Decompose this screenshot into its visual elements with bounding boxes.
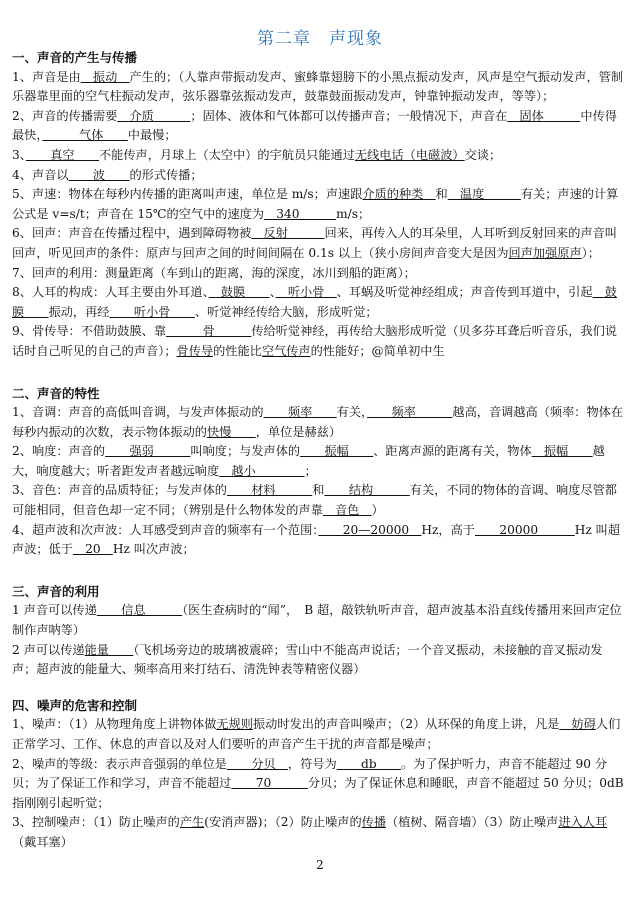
- answer-blank: 音色: [322, 503, 372, 518]
- answer-blank: 越小: [219, 463, 305, 478]
- section-body: [12, 403, 626, 560]
- text-run: 4、超声波和次声波：人耳感受到声音的频率有一个范围：: [12, 522, 319, 537]
- text-run: 2、响度：声音的: [12, 444, 106, 459]
- answer-blank: 信息: [96, 603, 183, 618]
- text-run: Hz 叫次声波；: [112, 542, 195, 557]
- answer-blank: 快慢: [207, 424, 256, 439]
- paragraph: [12, 403, 626, 442]
- text-run: 、距离声源的距离有关，物体: [373, 444, 532, 459]
- answer-blank: 真空: [25, 147, 99, 162]
- answer-blank: 骨传导: [176, 343, 214, 358]
- text-run: （植树、隔音墙）（3）防止噪声: [386, 815, 559, 830]
- text-run: 有关，不同的物体的音调、响度尽管都可能相同，但音色却一定不同；（辨别是什么物体发的声靠: [12, 483, 617, 518]
- text-run: 1 声音可以传递: [12, 603, 97, 618]
- answer-blank: 骨: [166, 324, 252, 339]
- text-run: 的性能比: [213, 343, 262, 358]
- text-run: 2、声音的传播需要: [12, 108, 118, 123]
- section: [12, 696, 626, 853]
- text-run: （戴耳塞）: [12, 834, 73, 849]
- text-run: 有关；声速的计算公式是 v=s/t；声音在 15℃的空气中的速度为: [12, 187, 619, 221]
- answer-blank: 能量: [84, 642, 134, 657]
- paragraph: [12, 442, 626, 481]
- text-run: 越高，音调越高（频率：物体在每秒内振动的次数，表示物体振动的: [12, 405, 624, 439]
- text-run: 9、骨传导：不借助鼓膜、靠: [12, 324, 167, 339]
- answer-blank: 反射: [251, 226, 325, 241]
- text-run: ；: [304, 463, 317, 478]
- answer-blank: 温度: [447, 187, 521, 202]
- section-body: [12, 601, 626, 679]
- text-run: m/s；: [336, 206, 371, 221]
- text-run: (安消声器)；（2）防止噪声的: [204, 815, 362, 830]
- answer-blank: 听小骨: [109, 304, 195, 319]
- answer-blank: 听小骨: [275, 285, 337, 300]
- answer-blank: db: [336, 756, 401, 771]
- answer-blank: 介质: [117, 108, 191, 123]
- answer-blank: 波: [68, 167, 130, 182]
- paragraph: [12, 283, 626, 322]
- paragraph: [12, 813, 626, 852]
- text-run: 7、回声的利用：测量距离（车到山的距离，海的深度，冰川到船的距离）；: [12, 265, 416, 280]
- text-run: 不能传声，月球上（太空中）的宇航员只能通过: [98, 147, 355, 162]
- section: [12, 48, 626, 362]
- section-body: [12, 68, 626, 362]
- answer-blank: 回声加强原声: [508, 245, 582, 260]
- answer-blank: 传播: [361, 815, 387, 830]
- answer-blank: 结构: [324, 483, 410, 498]
- section-heading: 一、声音的产生与传播: [12, 50, 138, 65]
- text-run: 6、回声：声音在传播过程中，遇到障碍物被: [12, 226, 252, 241]
- text-run: 的性能好；@简单初中生: [310, 343, 445, 358]
- answer-blank: 介质的种类: [362, 187, 436, 202]
- section-heading: 二、声音的特性: [12, 385, 100, 401]
- answer-blank: 频率: [263, 405, 337, 420]
- section-heading: 三、声音的利用: [12, 583, 100, 599]
- paragraph: [12, 146, 626, 166]
- answer-blank: 空气传声: [261, 343, 311, 358]
- text-run: 回来，再传入人的耳朵里，人耳听到反射回来的声音叫回声，听见回声的条件：原声与回声之间的时间间隔在 0.1s 以上（狭小房间声音变大是因为: [12, 226, 617, 260]
- text-run: 越大，响度越大；听者距发声者越远响度: [12, 444, 605, 478]
- answer-blank: 20—20000: [318, 522, 422, 537]
- answer-blank: 强弱: [105, 444, 191, 459]
- text-run: 分贝；为了保证休息和睡眠，声音不能超过 50 分贝；0dB 指刚刚引起听觉；: [12, 776, 624, 810]
- text-run: 振动，再经: [48, 304, 110, 319]
- text-run: 、: [269, 285, 276, 300]
- text-run: ，符号为: [287, 756, 337, 771]
- paragraph: [12, 481, 626, 520]
- paragraph: [12, 715, 626, 754]
- text-run: 5、声速：物体在每秒内传播的距离叫声速，单位是 m/s；声速跟: [12, 187, 363, 202]
- paragraph: [12, 601, 626, 640]
- text-run: 1、噪声：（1）从物理角度上讲物体做: [12, 717, 217, 732]
- text-run: ）: [371, 503, 384, 518]
- answer-blank: 无规则: [216, 717, 253, 732]
- paragraph: [12, 68, 626, 107]
- document-body: [12, 48, 626, 853]
- text-run: 8、人耳的构成：人耳主要由外耳道、: [12, 285, 209, 300]
- text-run: （飞机场旁边的玻璃被震碎；雪山中不能高声说话；一个音叉振动，未接触的音叉振动发声；超声波的能量大、频率高用来打结石、清洗钟表等精密仪器）: [12, 642, 603, 677]
- text-run: 。为了保护听力，声音不能超过 90 分贝；为了保证工作和学习，声音不能超过: [12, 756, 608, 791]
- text-run: 1、音调：声音的高低叫音调，与发声体振动的: [12, 405, 264, 420]
- text-run: 振动时发出的声音叫噪声；（2）从环保的角度上讲，凡是: [252, 717, 560, 732]
- text-run: 传给听觉神经，再传给大脑形成听觉（贝多芬耳聋后听音乐，我们说话时自己听见的自己的声音）；: [12, 324, 617, 358]
- text-run: 3、控制噪声：（1）防止噪声的: [12, 815, 180, 830]
- paragraph: [12, 185, 626, 224]
- paragraph: [12, 322, 626, 361]
- text-run: 2、噪声的等级：表示声音强弱的单位是: [12, 756, 227, 771]
- paragraph: [12, 521, 626, 560]
- text-run: 交谈；: [464, 147, 502, 162]
- answer-blank: 振动: [80, 69, 130, 84]
- answer-blank: 固体: [507, 108, 581, 123]
- answer-blank: 分贝: [226, 756, 288, 771]
- text-run: 的形式传播；: [129, 167, 203, 182]
- paragraph: [12, 166, 626, 186]
- section: [12, 582, 626, 680]
- answer-blank: 频率: [367, 405, 453, 420]
- text-run: 和: [312, 483, 325, 498]
- text-run: 2 声可以传递: [12, 642, 85, 657]
- answer-blank: 鼓膜: [12, 285, 617, 319]
- paragraph: [12, 755, 626, 814]
- answer-blank: 进入人耳: [558, 815, 608, 830]
- answer-blank: 鼓膜: [208, 285, 270, 300]
- page-title: 第二章 声现象: [257, 29, 383, 49]
- answer-blank: 材料: [226, 483, 313, 498]
- text-run: 人们正常学习、工作、休息的声音以及对人们要听的声音产生干扰的声音都是噪声；: [12, 717, 621, 751]
- text-run: ）；: [581, 245, 600, 260]
- paragraph: [12, 224, 626, 263]
- section: [12, 384, 626, 560]
- text-run: 1、声音是由: [12, 69, 81, 84]
- answer-blank: 气体: [42, 128, 128, 143]
- answer-blank: 振幅: [531, 444, 593, 459]
- text-run: 3、音色：声音的品质特征；与发声体的: [12, 483, 227, 498]
- text-run: 中最慢；: [127, 128, 177, 143]
- paragraph: [12, 264, 626, 284]
- text-run: 产生的；（人靠声带振动发声、蜜蜂靠翅膀下的小黑点振动发声，风声是空气振动发声，管制乐器靠里面的空气柱振动发声，弦乐器靠弦振动发声，鼓靠鼓面振动发声，钟靠钟振动发声，等等）；: [12, 69, 624, 104]
- answer-blank: 70: [231, 776, 308, 791]
- answer-blank: 妨碍: [559, 717, 596, 732]
- answer-blank: 20: [72, 542, 113, 557]
- answer-blank: 340: [264, 206, 337, 221]
- paragraph: [12, 107, 626, 146]
- paragraph: [12, 641, 626, 680]
- answer-blank: 无线电话（电磁波）: [354, 147, 465, 162]
- text-run: 叫响度；与发声体的: [190, 444, 301, 459]
- text-run: ，单位是赫兹）: [255, 424, 342, 439]
- page-number: 2: [316, 858, 324, 872]
- answer-blank: 振幅: [300, 444, 374, 459]
- text-run: 有关，: [336, 405, 368, 420]
- text-run: ；固体、液体和气体都可以传播声音；一般情况下，声音在: [190, 108, 508, 123]
- text-run: 、听觉神经传给大脑，形成听觉；: [194, 304, 378, 319]
- text-run: 4、声音以: [12, 167, 69, 182]
- answer-blank: 20000: [475, 522, 575, 537]
- text-run: 、耳蜗及听觉神经组成；声音传到耳道中，引起: [336, 285, 593, 300]
- section-heading: 四、噪声的危害和控制: [12, 697, 138, 713]
- text-run: （医生查病时的“闻”， B 超，敲铁轨听声音，超声波基本沿直线传播用来回声定位制作声呐等）: [12, 603, 622, 638]
- text-run: 和: [435, 187, 448, 202]
- answer-blank: 产生: [179, 815, 205, 830]
- text-run: 3、: [12, 147, 26, 162]
- text-run: 中传得最快，: [12, 108, 617, 143]
- text-run: Hz，高于: [421, 522, 475, 537]
- section-body: [12, 715, 626, 852]
- text-run: Hz 叫超声波；低于: [12, 522, 621, 557]
